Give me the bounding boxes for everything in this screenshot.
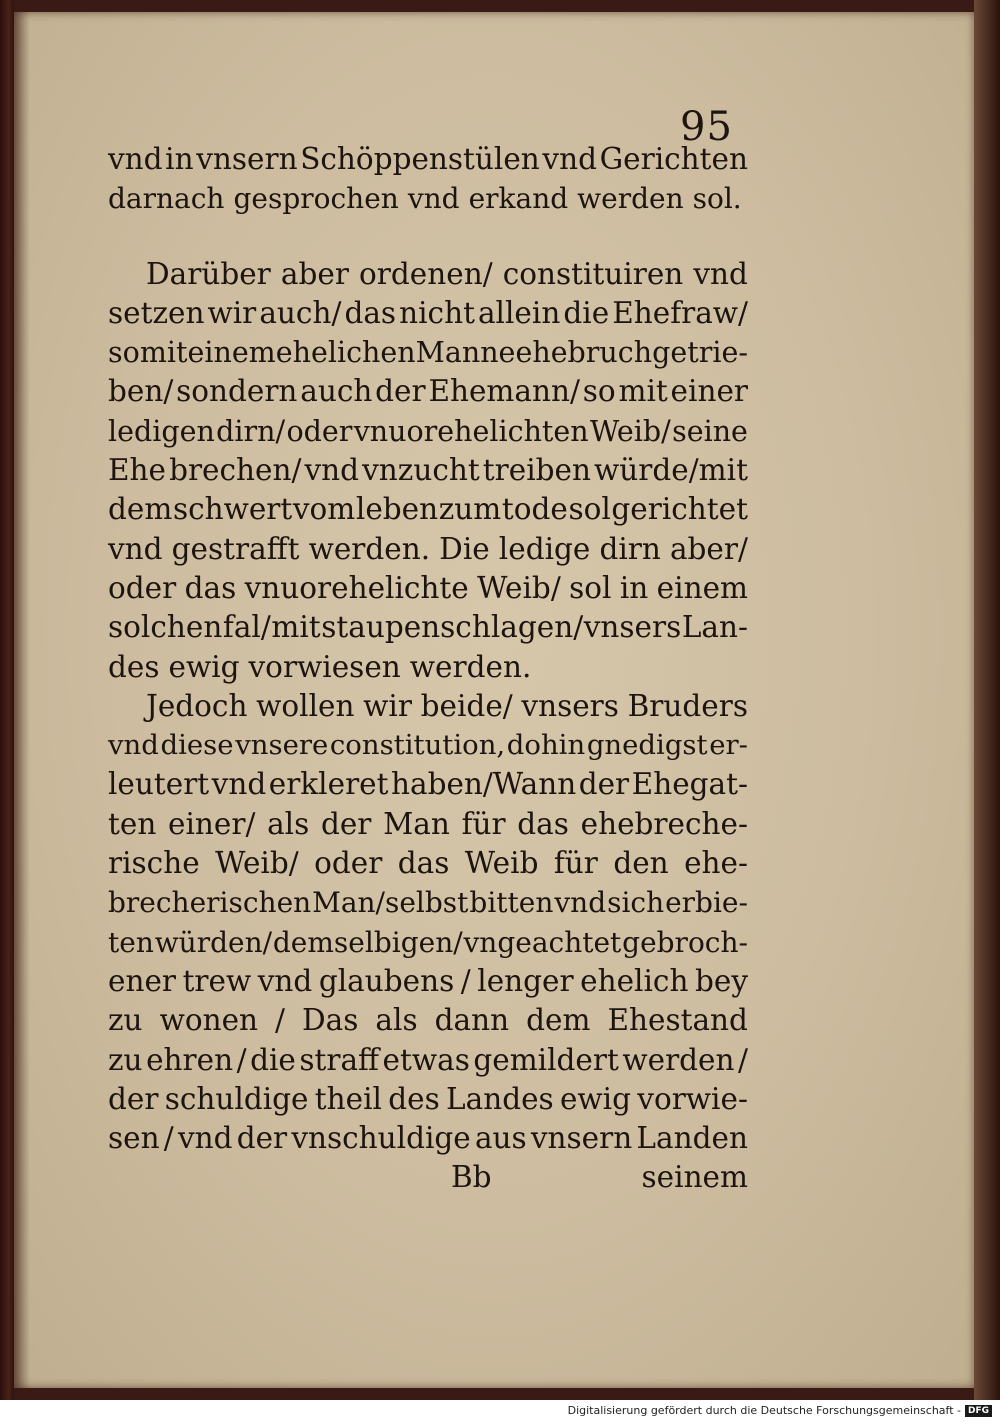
- text-line: solchen fal/ mit staupenschlagen/ vnsers Lan-: [108, 610, 748, 645]
- text-line: der schuldige theil des Landes ewig vorwie-: [108, 1081, 748, 1116]
- text-line: setzen wir auch/ das nicht allein die Ehefraw/: [108, 295, 748, 330]
- text-line: vnd diese vnsere constitution, dohin gnedigst er-: [108, 729, 748, 762]
- text-line: darnach gesprochen vnd erkand werden sol.: [108, 182, 742, 216]
- dfg-logo: DFG: [965, 1405, 992, 1417]
- body-text: [108, 140, 748, 1198]
- text-line: zu wonen / Das als dann dem Ehestand: [108, 1003, 748, 1038]
- text-line: Darüber aber ordenen/ constituiren vnd: [146, 256, 748, 291]
- footer: [568, 1404, 992, 1417]
- text-line: ener trew vnd glaubens / lenger ehelich bey: [108, 963, 748, 998]
- text-line: sen / vnd der vnschuldige aus vnsern Landen: [108, 1121, 748, 1156]
- text-line: ben/ sondern auch der Ehemann/ so mit einer: [108, 374, 748, 409]
- text-line: brecherischen Man/selbst bitten vnd sich erbie-: [108, 886, 748, 920]
- text-line: ten einer/ als der Man für das ehebreche-: [108, 806, 748, 841]
- text-line: dem schwert vom leben zum tode sol gerichtet: [108, 492, 748, 527]
- page-edge-right: [974, 0, 1000, 1400]
- text-line: so mit einem ehelichen Manne ehebruch getrie-: [108, 336, 748, 370]
- text-line: rische Weib/ oder das Weib für den ehe-: [108, 846, 748, 881]
- page-number: 95: [680, 104, 733, 150]
- text-line: zu ehren / die straff etwas gemildert werden /: [108, 1042, 748, 1077]
- text-line: Ehe brechen/ vnd vnzucht treiben würde/mit: [108, 453, 748, 488]
- text-line: des ewig vorwiesen werden.: [108, 649, 532, 684]
- footer-credit: Digitalisierung gefördert durch die Deutsche Forschungsgemeinschaft -: [567, 1404, 961, 1417]
- text-line: leutert vnd erkleret haben/Wann der Ehegat-: [108, 767, 748, 802]
- catch-line: [108, 1158, 748, 1197]
- page-gutter-shadow: [12, 12, 30, 1388]
- cover-edge: [0, 0, 14, 1400]
- text-line: oder das vnuorehelichte Weib/ sol in einem: [108, 570, 748, 605]
- text-line: Jedoch wollen wir beide/ vnsers Bruders: [146, 688, 748, 723]
- text-line: vnd in vnsern Schöppenstülen vnd Gerichten: [108, 142, 748, 176]
- text-line: vnd gestrafft werden. Die ledige dirn aber/: [108, 531, 748, 566]
- text-line: ledigen dirn/ oder vnuorehelichten Weib/ seine: [108, 414, 748, 448]
- catchword: seinem: [641, 1160, 748, 1195]
- signature-mark: Bb: [450, 1160, 492, 1195]
- text-line: ten würden/ demselbigen/ vngeachtet gebroch-: [108, 925, 748, 959]
